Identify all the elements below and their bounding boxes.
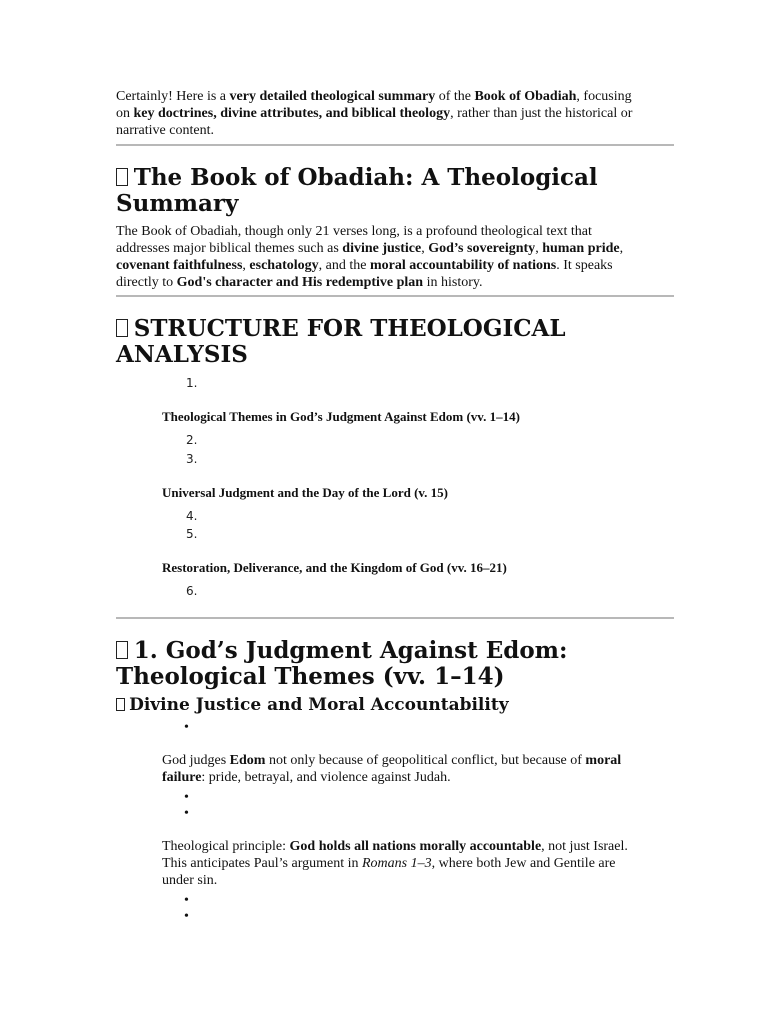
text: , where both Jew and Gentile are under sin. (162, 856, 616, 888)
summary-paragraph (116, 223, 642, 291)
bold-text: Edom (229, 753, 266, 768)
section-title-judgment (116, 638, 616, 690)
principle-paragraph (162, 838, 642, 889)
list-number: 5. (186, 527, 198, 541)
list-number: 4. (186, 509, 198, 523)
list-number: 1. (186, 376, 198, 390)
text: in history. (423, 275, 483, 290)
bold-text: God’s sovereignty (428, 241, 536, 256)
text: Certainly! Here is a (116, 89, 230, 104)
text: , and the (318, 258, 370, 273)
bold-text: God's character and His redemptive plan (176, 275, 424, 290)
structure-subhead: Universal Judgment and the Day of the Lord (v. 15) (162, 485, 449, 500)
section-title-summary (116, 165, 674, 217)
list-number: 6. (186, 584, 198, 598)
bold-text: eschatology (249, 258, 319, 273)
list-number: 3. (186, 452, 198, 466)
structure-subhead: Theological Themes in God’s Judgment Against Edom (vv. 1–14) (162, 409, 520, 424)
heading-text: STRUCTURE FOR THEOLOGICAL ANALYSIS (116, 315, 566, 368)
text: not only because of geopolitical conflict, but because of (265, 753, 586, 768)
bold-text: moral accountability of nations (369, 258, 557, 273)
bold-text: covenant faithfulness (116, 258, 243, 273)
subheading-text: Divine Justice and Moral Accountability (129, 695, 509, 715)
emoji-placeholder-icon (116, 698, 125, 711)
justice-paragraph (162, 752, 642, 786)
bullet-icon: • (184, 720, 189, 735)
bold-text: very detailed theological summary (229, 89, 436, 104)
text: of the (435, 89, 475, 104)
text: . It speaks directly to (116, 258, 613, 290)
text: , (242, 258, 250, 273)
text: , (619, 241, 624, 256)
divider (116, 617, 674, 619)
structure-subhead: Restoration, Deliverance, and the Kingdom of God (vv. 16–21) (162, 560, 507, 575)
bullet-icon: • (184, 806, 189, 821)
text: , not just Israel. This anticipates Paul’s argument in (162, 839, 628, 871)
text: The Book of Obadiah, though only 21 verses long, is a profound theological text that addresses major biblical themes such as (116, 224, 592, 256)
bold-text: divine justice (342, 241, 422, 256)
divider (116, 295, 674, 297)
emoji-placeholder-icon (116, 641, 128, 659)
intro-paragraph (116, 88, 636, 139)
bold-text: human pride (542, 241, 620, 256)
divider (116, 144, 674, 146)
bold-text: Book of Obadiah (474, 89, 577, 104)
emoji-placeholder-icon (116, 319, 128, 337)
text: , focusing on (116, 89, 632, 121)
bold-text: key doctrines, divine attributes, and biblical theology (133, 106, 451, 121)
text: , (535, 241, 543, 256)
emoji-placeholder-icon (116, 168, 128, 186)
list-number: 2. (186, 433, 198, 447)
text: : pride, betrayal, and violence against Judah. (201, 770, 451, 785)
heading-text: 1. God’s Judgment Against Edom: Theological Themes (vv. 1–14) (116, 637, 568, 690)
italic-text: Romans 1–3 (362, 856, 432, 871)
bullet-icon: • (184, 909, 189, 924)
bold-text: God holds all nations morally accountable (289, 839, 542, 854)
bullet-icon: • (184, 790, 189, 805)
section-title-structure (116, 316, 616, 368)
subsection-title (116, 695, 656, 715)
text: Theological principle: (162, 839, 290, 854)
heading-text: The Book of Obadiah: A Theological Summary (116, 164, 598, 217)
text: God judges (162, 753, 230, 768)
bullet-icon: • (184, 893, 189, 908)
bold-text: moral failure (162, 753, 622, 785)
text: , (421, 241, 429, 256)
text: , rather than just the historical or narrative content. (116, 106, 633, 138)
